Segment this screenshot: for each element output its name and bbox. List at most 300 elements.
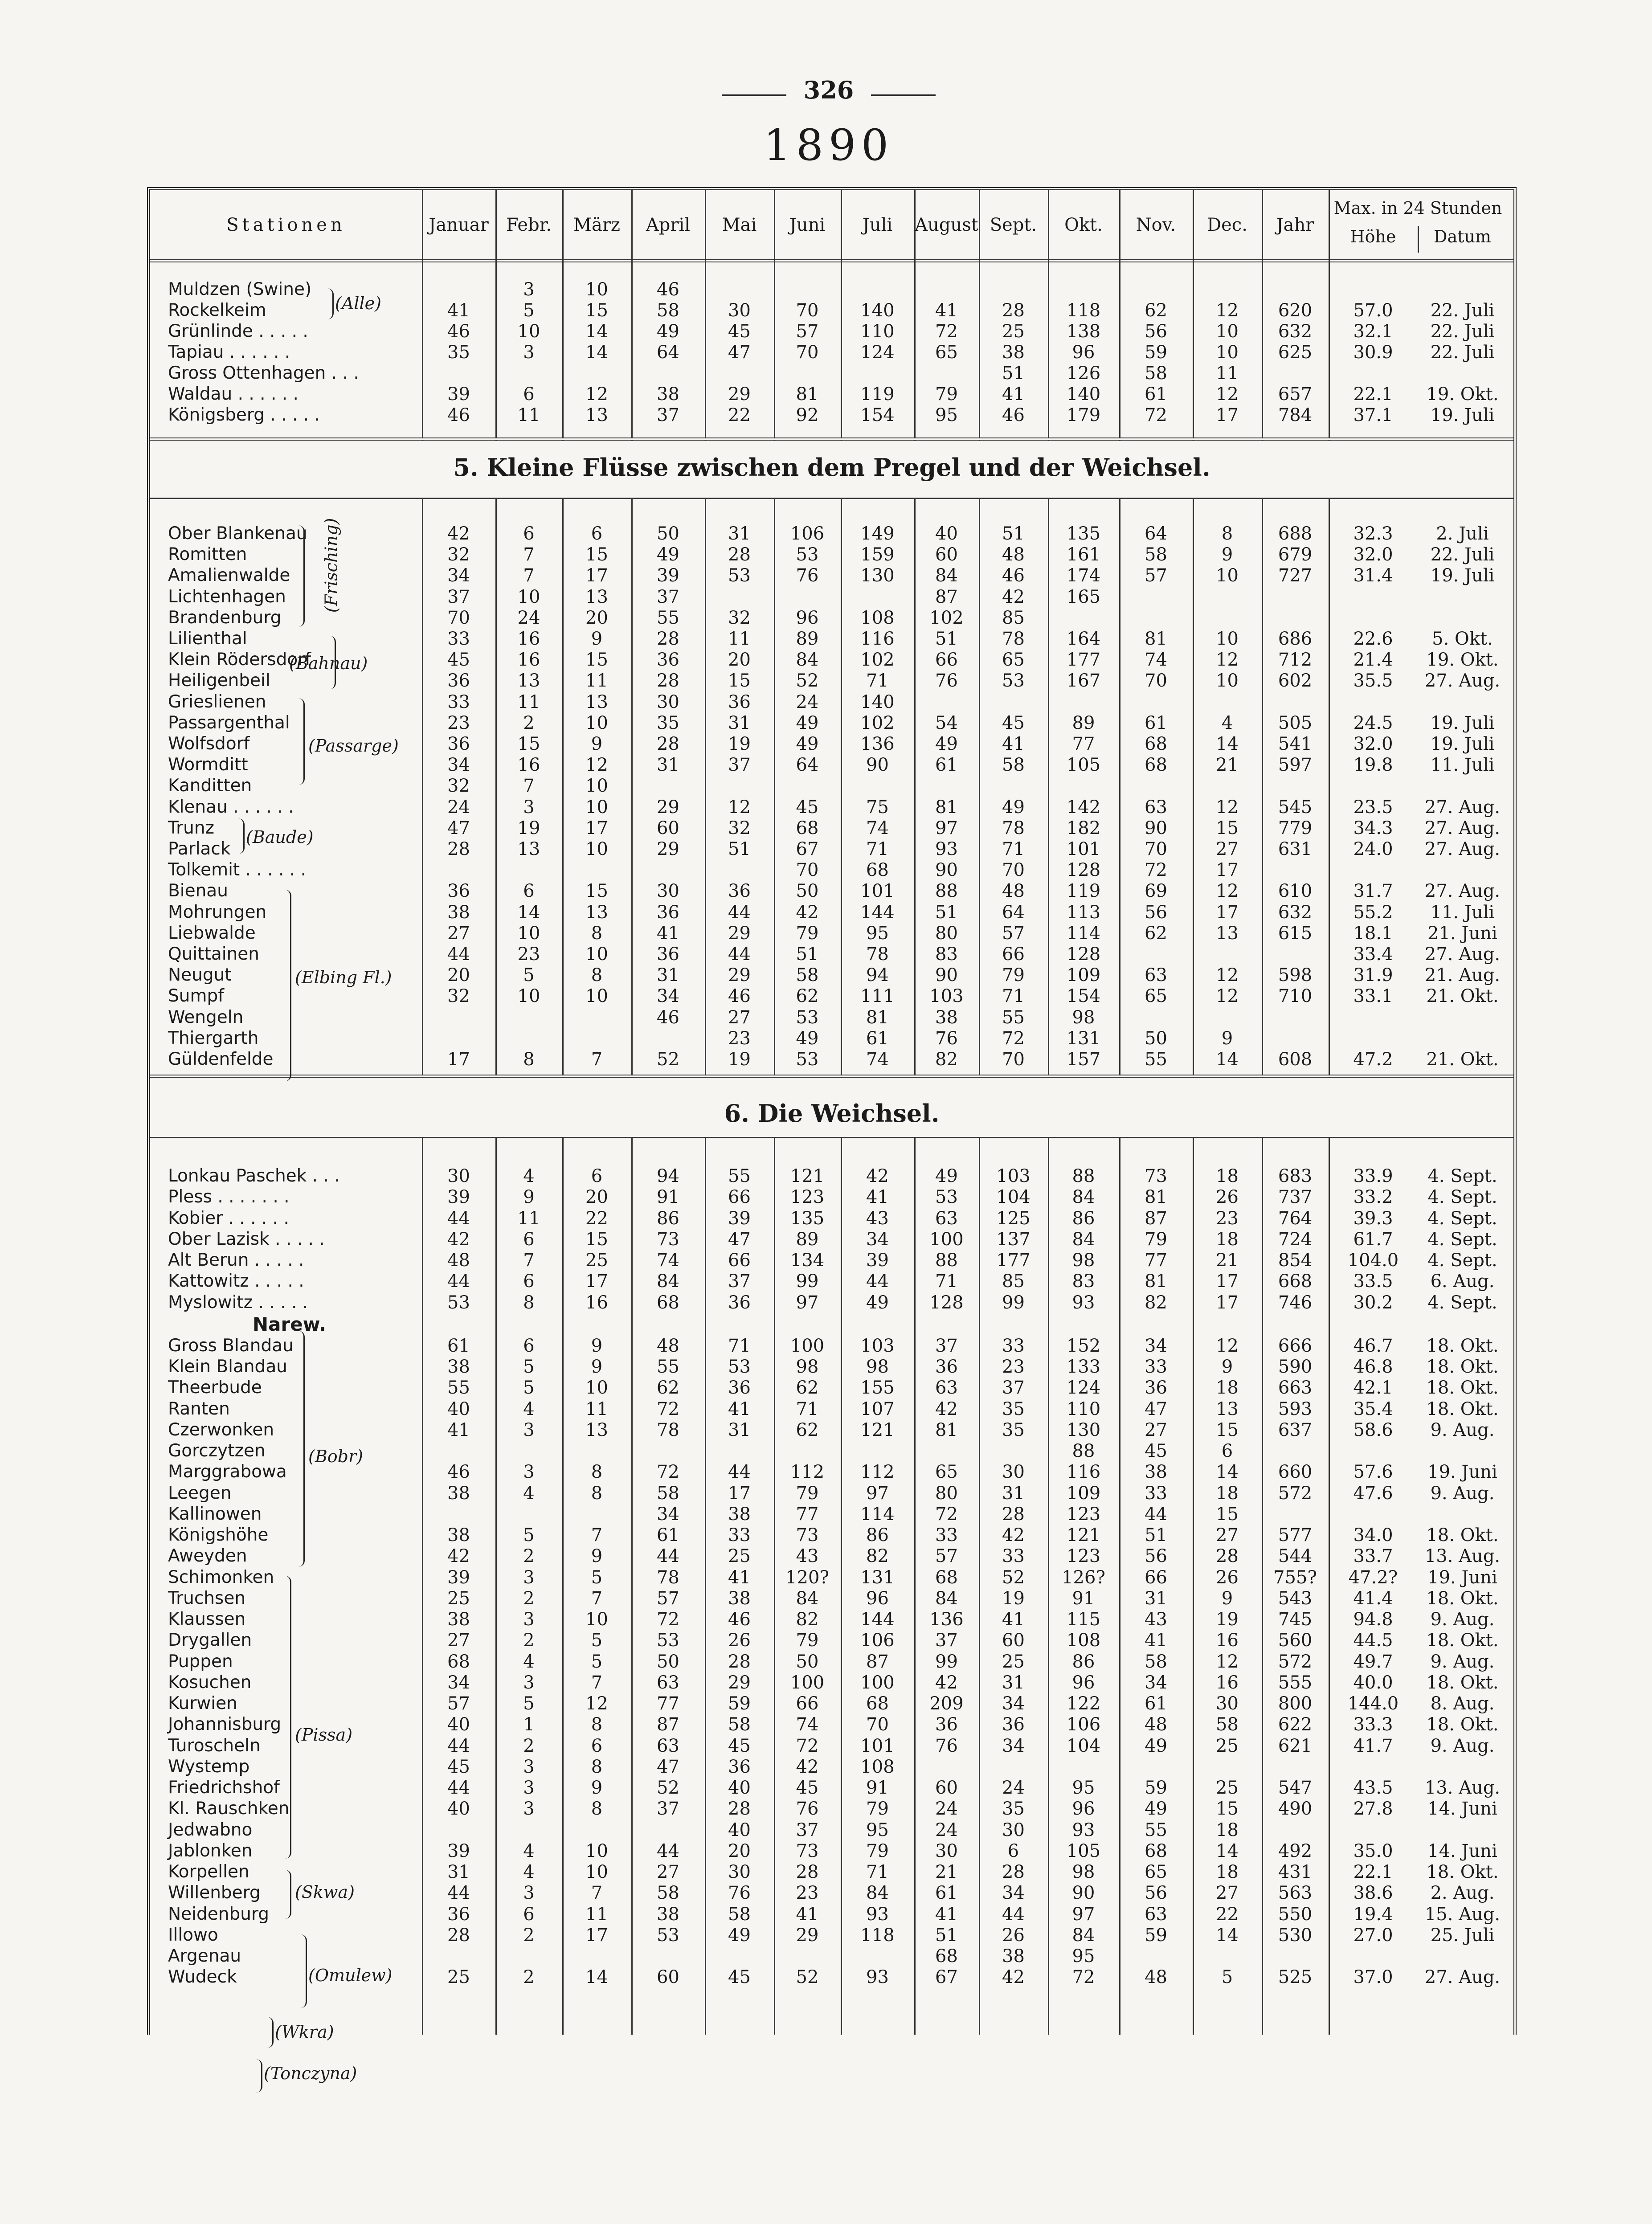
data-cell: 23 xyxy=(1002,1357,1025,1377)
data-cell: 137 xyxy=(996,1229,1030,1250)
data-cell: 110 xyxy=(860,321,895,342)
data-cell: 76 xyxy=(935,670,958,691)
data-cell: 84 xyxy=(1072,1229,1095,1250)
data-cell: 431 xyxy=(1278,1862,1313,1882)
data-cell: 50 xyxy=(657,1651,679,1672)
data-cell: 68 xyxy=(447,1651,470,1672)
data-cell: 63 xyxy=(1145,965,1167,986)
station-row xyxy=(150,342,1513,363)
data-cell: 3 xyxy=(523,1883,535,1904)
data-cell: 59 xyxy=(1145,1778,1167,1798)
station-name: Jablonken xyxy=(168,1840,253,1861)
data-cell: 8 xyxy=(1221,523,1233,544)
data-cell: 11 xyxy=(585,1904,608,1925)
data-cell: 11 xyxy=(1216,363,1239,384)
data-cell: 25 xyxy=(728,1546,751,1567)
data-cell: 124 xyxy=(860,342,895,363)
data-cell: 41 xyxy=(866,1187,889,1208)
data-cell: 103 xyxy=(996,1166,1030,1186)
header-month: Febr. xyxy=(506,214,552,235)
data-cell: 16 xyxy=(1216,1630,1239,1651)
data-cell: 109 xyxy=(1066,965,1101,986)
data-cell: 15 xyxy=(1216,1799,1239,1819)
data-cell: 97 xyxy=(796,1292,819,1313)
data-cell: 78 xyxy=(866,944,889,965)
data-cell: 23 xyxy=(796,1883,819,1904)
data-cell: 27. Aug. xyxy=(1424,881,1501,902)
data-cell: 58 xyxy=(1145,1651,1167,1672)
data-cell: 71 xyxy=(935,1271,958,1292)
data-cell: 49 xyxy=(728,1925,751,1946)
data-cell: 88 xyxy=(1072,1441,1095,1461)
data-cell: 165 xyxy=(1066,586,1101,607)
station-name: Wormditt xyxy=(168,755,248,775)
data-cell: 5. Okt. xyxy=(1432,629,1493,649)
data-cell: 45 xyxy=(796,797,819,818)
data-cell: 74 xyxy=(796,1714,819,1735)
data-cell: 3 xyxy=(523,1567,535,1588)
data-cell: 31 xyxy=(447,1862,470,1882)
data-cell: 32.1 xyxy=(1353,321,1393,342)
data-cell: 7 xyxy=(591,1588,603,1609)
data-cell: 37 xyxy=(728,1271,751,1292)
data-cell: 35.0 xyxy=(1353,1840,1393,1861)
data-cell: 17 xyxy=(1216,405,1239,425)
data-cell: 1 xyxy=(523,1714,535,1735)
data-cell: 116 xyxy=(1066,1462,1101,1483)
data-cell: 41.7 xyxy=(1353,1735,1393,1756)
data-cell: 37 xyxy=(728,755,751,776)
data-cell: 11. Juli xyxy=(1430,755,1495,776)
data-cell: 32 xyxy=(447,544,470,565)
station-row xyxy=(150,1028,1513,1049)
data-cell: 23 xyxy=(517,944,540,965)
data-cell: 58 xyxy=(1216,1714,1239,1735)
station-name: Kl. Rauschken xyxy=(168,1799,290,1819)
data-cell: 4. Sept. xyxy=(1427,1250,1497,1271)
data-cell: 32 xyxy=(728,607,751,628)
data-cell: 90 xyxy=(866,755,889,776)
data-cell: 41 xyxy=(1002,1609,1025,1630)
data-cell: 85 xyxy=(1002,607,1025,628)
data-cell: 34 xyxy=(1002,1693,1025,1714)
data-cell: 18. Okt. xyxy=(1426,1630,1499,1651)
data-cell: 40 xyxy=(447,1799,470,1819)
data-cell: 109 xyxy=(1066,1483,1101,1504)
data-cell: 34 xyxy=(657,1504,679,1525)
data-cell: 12 xyxy=(1216,650,1239,670)
data-cell: 50 xyxy=(796,1651,819,1672)
data-cell: 44 xyxy=(1145,1504,1167,1525)
data-cell: 100 xyxy=(790,1672,825,1693)
data-cell: 4. Sept. xyxy=(1427,1187,1497,1208)
data-cell: 34.3 xyxy=(1353,818,1393,838)
data-cell: 49 xyxy=(1145,1735,1167,1756)
data-cell: 33 xyxy=(1002,1335,1025,1356)
data-cell: 29 xyxy=(796,1925,819,1946)
data-cell: 62 xyxy=(796,986,819,1007)
data-cell: 59 xyxy=(1145,342,1167,363)
station-row xyxy=(150,1693,1513,1714)
data-cell: 47 xyxy=(728,1229,751,1250)
data-cell: 2 xyxy=(523,712,535,733)
data-cell: 3 xyxy=(523,279,535,300)
section-rule xyxy=(150,437,1513,441)
data-cell: 45 xyxy=(1145,1441,1167,1461)
station-row xyxy=(150,1736,1513,1757)
data-cell: 6 xyxy=(523,1335,535,1356)
data-cell: 84 xyxy=(1072,1187,1095,1208)
data-cell: 43 xyxy=(1145,1609,1167,1630)
data-cell: 4 xyxy=(523,1651,535,1672)
data-cell: 68 xyxy=(935,1946,958,1966)
data-cell: 27 xyxy=(1145,1419,1167,1440)
station-name: Gross Ottenhagen . . . xyxy=(168,363,359,383)
station-name: Königshöhe xyxy=(168,1525,269,1545)
data-cell: 104 xyxy=(1066,1735,1101,1756)
data-cell: 75 xyxy=(866,797,889,818)
data-cell: 96 xyxy=(1072,342,1095,363)
data-cell: 111 xyxy=(860,986,895,1007)
data-cell: 113 xyxy=(1066,902,1101,923)
data-cell: 17 xyxy=(728,1483,751,1504)
station-name: Parlack xyxy=(168,839,231,859)
data-cell: 72 xyxy=(1145,405,1167,425)
data-cell: 22. Juli xyxy=(1430,342,1495,363)
header-hoehe: Höhe xyxy=(1350,227,1396,246)
data-cell: 19. Okt. xyxy=(1426,650,1499,670)
data-cell: 71 xyxy=(866,839,889,859)
data-cell: 3 xyxy=(523,797,535,818)
data-cell: 6 xyxy=(523,881,535,902)
data-cell: 745 xyxy=(1278,1609,1313,1630)
data-cell: 164 xyxy=(1066,629,1101,649)
station-row xyxy=(150,1292,1513,1313)
data-cell: 89 xyxy=(796,1229,819,1250)
data-cell: 58 xyxy=(657,300,679,321)
data-cell: 84 xyxy=(796,1588,819,1609)
data-cell: 49 xyxy=(796,1028,819,1049)
data-cell: 62 xyxy=(796,1419,819,1440)
data-cell: 70 xyxy=(796,300,819,321)
data-cell: 31.4 xyxy=(1353,565,1393,586)
data-cell: 41 xyxy=(447,1419,470,1440)
data-cell: 79 xyxy=(935,384,958,405)
header-month: Dec. xyxy=(1207,214,1247,235)
data-cell: 94.8 xyxy=(1353,1609,1393,1630)
data-cell: 24.5 xyxy=(1353,712,1393,733)
data-cell: 102 xyxy=(860,650,895,670)
station-name: Sumpf xyxy=(168,986,224,1006)
data-cell: 130 xyxy=(860,565,895,586)
data-cell: 8 xyxy=(523,1292,535,1313)
data-cell: 13 xyxy=(1216,923,1239,944)
data-cell: 19 xyxy=(517,818,540,838)
data-cell: 31 xyxy=(728,523,751,544)
data-cell: 10 xyxy=(585,712,608,733)
station-name: Lonkau Paschek . . . xyxy=(168,1166,340,1186)
data-cell: 637 xyxy=(1278,1419,1313,1440)
data-cell: 11 xyxy=(517,691,540,712)
data-cell: 38 xyxy=(447,1609,470,1630)
station-row xyxy=(150,881,1513,902)
data-cell: 3 xyxy=(523,1778,535,1798)
data-cell: 41 xyxy=(728,1398,751,1419)
data-cell: 15 xyxy=(585,1229,608,1250)
station-row xyxy=(150,608,1513,629)
data-cell: 61 xyxy=(657,1525,679,1545)
data-cell: 34 xyxy=(866,1229,889,1250)
data-cell: 30 xyxy=(728,1862,751,1882)
data-cell: 3 xyxy=(523,1672,535,1693)
data-cell: 45 xyxy=(1002,712,1025,733)
data-cell: 96 xyxy=(1072,1672,1095,1693)
data-cell: 38 xyxy=(728,1504,751,1525)
data-cell: 555 xyxy=(1278,1672,1313,1693)
data-cell: 84 xyxy=(1072,1925,1095,1946)
data-cell: 40 xyxy=(447,1398,470,1419)
data-cell: 6. Aug. xyxy=(1430,1271,1495,1292)
data-cell: 84 xyxy=(796,650,819,670)
data-cell: 19 xyxy=(1002,1588,1025,1609)
data-cell: 590 xyxy=(1278,1357,1313,1377)
data-cell: 31 xyxy=(1002,1672,1025,1693)
data-cell: 98 xyxy=(796,1357,819,1377)
data-cell: 36 xyxy=(447,670,470,691)
data-cell: 13 xyxy=(517,839,540,859)
data-cell: 34 xyxy=(657,986,679,1007)
data-cell: 133 xyxy=(1066,1357,1101,1377)
station-row xyxy=(150,1187,1513,1208)
data-cell: 26 xyxy=(728,1630,751,1651)
data-cell: 5 xyxy=(523,300,535,321)
station-name: Klenau . . . . . . xyxy=(168,797,294,817)
data-cell: 114 xyxy=(860,1504,895,1525)
data-cell: 19. Juni xyxy=(1427,1567,1497,1588)
data-cell: 86 xyxy=(1072,1208,1095,1229)
header-month: April xyxy=(646,214,691,235)
data-cell: 12 xyxy=(1216,797,1239,818)
station-row xyxy=(150,1525,1513,1546)
data-cell: 89 xyxy=(796,629,819,649)
data-cell: 57 xyxy=(796,321,819,342)
data-cell: 622 xyxy=(1278,1714,1313,1735)
data-cell: 16 xyxy=(585,1292,608,1313)
data-cell: 77 xyxy=(657,1693,679,1714)
data-cell: 61 xyxy=(935,1883,958,1904)
data-cell: 61 xyxy=(447,1335,470,1356)
data-cell: 14 xyxy=(585,342,608,363)
data-cell: 42 xyxy=(866,1166,889,1186)
data-cell: 33.4 xyxy=(1353,944,1393,965)
data-cell: 31 xyxy=(657,965,679,986)
data-cell: 4. Sept. xyxy=(1427,1229,1497,1250)
data-cell: 683 xyxy=(1278,1166,1313,1186)
data-cell: 36 xyxy=(935,1714,958,1735)
data-cell: 82 xyxy=(796,1609,819,1630)
data-cell: 41 xyxy=(728,1567,751,1588)
station-row xyxy=(150,839,1513,860)
data-cell: 60 xyxy=(657,1967,679,1988)
data-cell: 530 xyxy=(1278,1925,1313,1946)
data-cell: 48 xyxy=(1145,1714,1167,1735)
data-cell: 28 xyxy=(447,839,470,859)
data-cell: 48 xyxy=(447,1250,470,1271)
data-cell: 27 xyxy=(657,1862,679,1882)
station-name: Amalienwalde xyxy=(168,565,290,586)
data-cell: 19. Okt. xyxy=(1426,384,1499,405)
data-cell: 81 xyxy=(1145,1271,1167,1292)
data-cell: 541 xyxy=(1278,734,1313,754)
data-cell: 8 xyxy=(591,923,603,944)
data-cell: 49 xyxy=(866,1292,889,1313)
data-cell: 19. Juli xyxy=(1430,712,1495,733)
data-cell: 51 xyxy=(728,839,751,859)
data-cell: 61 xyxy=(866,1028,889,1049)
data-cell: 159 xyxy=(860,544,895,565)
river-baude-label: (Baude) xyxy=(246,827,314,847)
data-cell: 14 xyxy=(585,1967,608,1988)
data-cell: 154 xyxy=(1066,986,1101,1007)
data-cell: 73 xyxy=(796,1840,819,1861)
data-cell: 47 xyxy=(1145,1398,1167,1419)
station-name: Tapiau . . . . . . xyxy=(168,342,290,362)
data-cell: 96 xyxy=(796,607,819,628)
data-cell: 31 xyxy=(1145,1588,1167,1609)
data-cell: 25 xyxy=(1002,1651,1025,1672)
data-cell: 37 xyxy=(935,1335,958,1356)
data-cell: 177 xyxy=(1066,650,1101,670)
data-cell: 64 xyxy=(796,755,819,776)
data-cell: 38 xyxy=(657,1904,679,1925)
data-cell: 36 xyxy=(447,734,470,754)
data-cell: 30 xyxy=(935,1840,958,1861)
data-cell: 87 xyxy=(935,586,958,607)
data-cell: 544 xyxy=(1278,1546,1313,1567)
data-cell: 73 xyxy=(1145,1166,1167,1186)
data-cell: 63 xyxy=(935,1208,958,1229)
data-cell: 98 xyxy=(1072,1862,1095,1882)
data-cell: 99 xyxy=(1002,1292,1025,1313)
data-cell: 74 xyxy=(657,1250,679,1271)
data-cell: 119 xyxy=(860,384,895,405)
station-name: Neidenburg xyxy=(168,1904,270,1924)
data-cell: 89 xyxy=(1072,712,1095,733)
data-cell: 33 xyxy=(728,1525,751,1545)
data-cell: 60 xyxy=(935,1778,958,1798)
data-cell: 28 xyxy=(657,629,679,649)
data-cell: 68 xyxy=(1145,1840,1167,1861)
data-cell: 35 xyxy=(1002,1419,1025,1440)
data-cell: 19.8 xyxy=(1353,755,1393,776)
data-cell: 39 xyxy=(447,1840,470,1861)
data-cell: 22.1 xyxy=(1353,1862,1393,1882)
data-cell: 121 xyxy=(1066,1525,1101,1545)
data-cell: 48 xyxy=(1002,881,1025,902)
data-cell: 88 xyxy=(935,881,958,902)
station-row xyxy=(150,986,1513,1007)
data-cell: 14 xyxy=(585,321,608,342)
data-cell: 597 xyxy=(1278,755,1313,776)
data-cell: 23.5 xyxy=(1353,797,1393,818)
data-cell: 126 xyxy=(1066,363,1101,384)
data-cell: 12 xyxy=(1216,384,1239,405)
data-cell: 101 xyxy=(1066,839,1101,859)
data-cell: 9 xyxy=(591,1357,603,1377)
station-name: Gross Blandau xyxy=(168,1335,294,1356)
data-cell: 95 xyxy=(1072,1778,1095,1798)
data-cell: 69 xyxy=(1145,881,1167,902)
data-cell: 59 xyxy=(728,1693,751,1714)
data-cell: 37 xyxy=(657,1799,679,1819)
data-cell: 36 xyxy=(447,1904,470,1925)
river-omulew-label: (Omulew) xyxy=(308,1966,393,1985)
data-cell: 38 xyxy=(447,1483,470,1504)
data-cell: 58 xyxy=(1145,363,1167,384)
station-name: Pless . . . . . . . xyxy=(168,1187,290,1207)
station-row xyxy=(150,860,1513,881)
data-cell: 95 xyxy=(935,405,958,425)
data-cell: 593 xyxy=(1278,1398,1313,1419)
data-cell: 19. Juli xyxy=(1430,405,1495,425)
station-name: Passargenthal xyxy=(168,712,290,733)
station-name: Lichtenhagen xyxy=(168,586,286,607)
data-cell: 27 xyxy=(447,923,470,944)
data-cell: 37 xyxy=(657,586,679,607)
data-cell: 112 xyxy=(860,1462,895,1483)
data-cell: 94 xyxy=(657,1166,679,1186)
data-cell: 6 xyxy=(523,1271,535,1292)
data-cell: 40 xyxy=(728,1778,751,1798)
river-wkra-label: (Wkra) xyxy=(275,2022,334,2042)
data-cell: 43 xyxy=(866,1208,889,1229)
data-cell: 57.0 xyxy=(1353,300,1393,321)
data-cell: 61 xyxy=(1145,1693,1167,1714)
data-cell: 7 xyxy=(591,1525,603,1545)
station-name: Aweyden xyxy=(168,1546,247,1566)
data-cell: 79 xyxy=(1002,965,1025,986)
data-cell: 625 xyxy=(1278,342,1313,363)
data-cell: 5 xyxy=(523,965,535,986)
data-cell: 19. Juli xyxy=(1430,734,1495,754)
data-cell: 60 xyxy=(1002,1630,1025,1651)
data-cell: 57 xyxy=(447,1693,470,1714)
data-cell: 87 xyxy=(657,1714,679,1735)
data-cell: 82 xyxy=(866,1546,889,1567)
station-name: Leegen xyxy=(168,1483,232,1503)
station-name: Kurwien xyxy=(168,1693,237,1713)
data-cell: 126? xyxy=(1062,1567,1105,1588)
data-cell: 19 xyxy=(728,734,751,754)
station-name: Ober Lazisk . . . . . xyxy=(168,1229,325,1249)
data-cell: 12 xyxy=(1216,1651,1239,1672)
data-cell: 88 xyxy=(1072,1166,1095,1186)
data-cell: 36 xyxy=(728,1292,751,1313)
data-cell: 13 xyxy=(585,902,608,923)
data-cell: 149 xyxy=(860,523,895,544)
data-cell: 58 xyxy=(1002,755,1025,776)
station-row xyxy=(150,1841,1513,1862)
data-cell: 23 xyxy=(447,712,470,733)
data-cell: 39 xyxy=(447,1187,470,1208)
data-cell: 68 xyxy=(796,818,819,838)
data-cell: 72 xyxy=(1145,860,1167,881)
data-cell: 81 xyxy=(1145,629,1167,649)
data-cell: 81 xyxy=(935,797,958,818)
data-cell: 118 xyxy=(1066,300,1101,321)
data-cell: 33.7 xyxy=(1353,1546,1393,1567)
data-cell: 128 xyxy=(1066,860,1101,881)
